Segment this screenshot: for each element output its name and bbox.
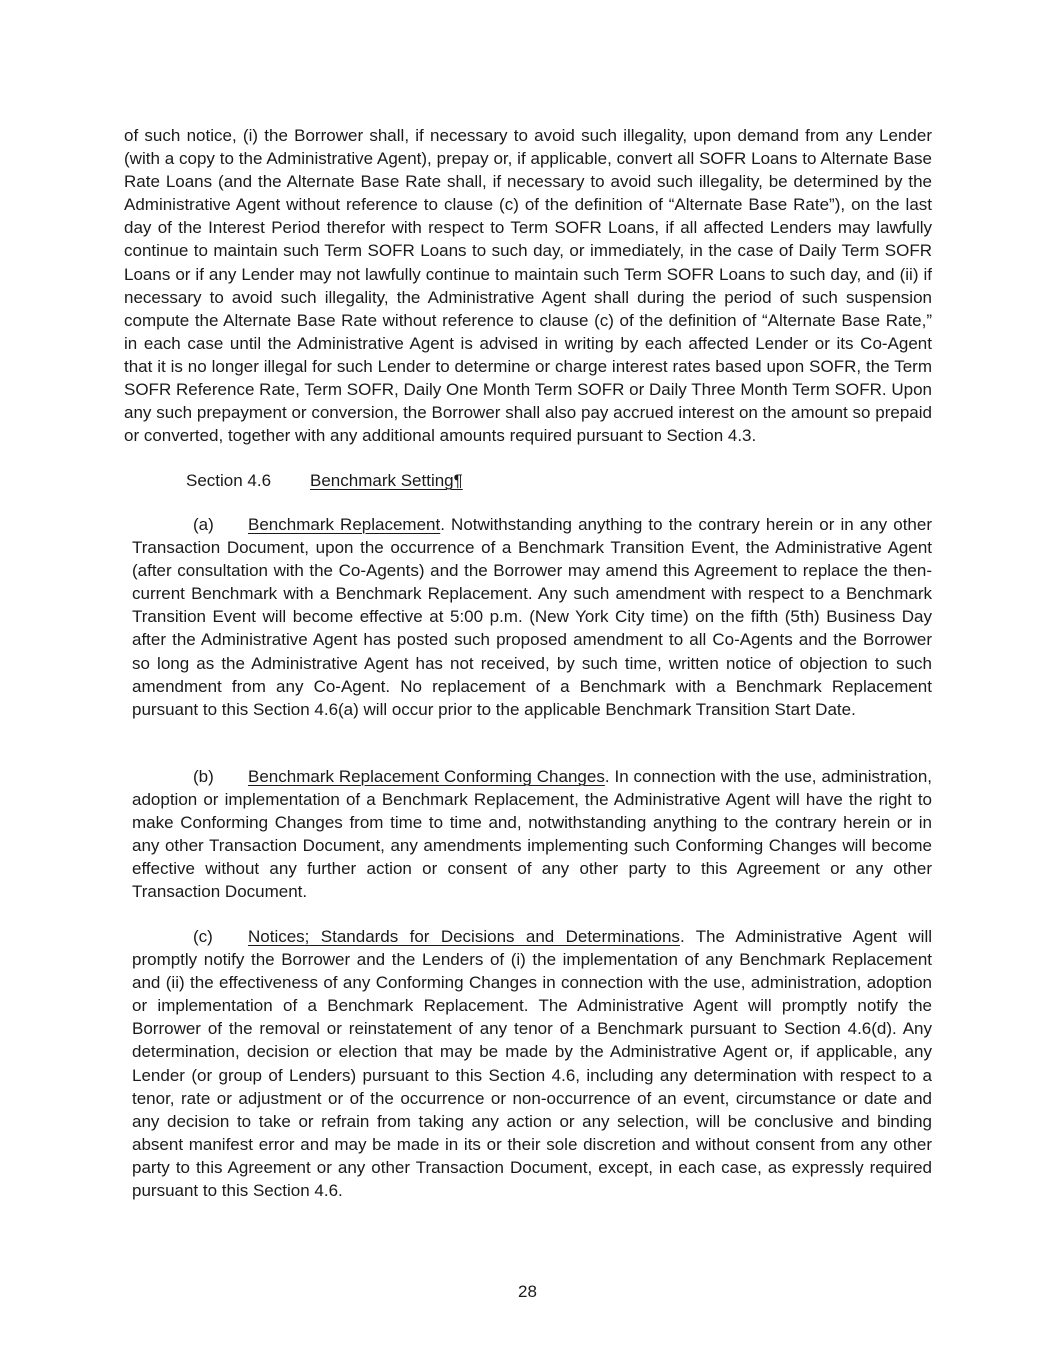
subsection-b (132, 765, 932, 904)
subsection-text: . In connection with the use, administration, adoption or implementation of a Benchmark Replacement, the Administrative Agent will have the right to make Conforming Changes from time to time and, notwithstanding anything to the contrary herein or in any other Transaction Document, any amendments implementing such Conforming Changes will become effective without any further action or consent of any other party to this Agreement or any other Transaction Document. (132, 767, 932, 902)
subsection-heading: Benchmark Replacement (248, 515, 441, 534)
subsection-text: . Notwithstanding anything to the contrary herein or in any other Transaction Document, upon the occurrence of a Benchmark Transition Event, the Administrative Agent (after consultation with the Co-Agents) and the Borrower may amend this Agreement to replace the then-current Benchmark with a Benchmark Replacement. Any such amendment with respect to a Benchmark Transition Event will become effective at 5:00 p.m. (New York City time) on the fifth (5th) Business Day after the Administrative Agent has posted such proposed amendment to all Co-Agents and the Borrower so long as the Administrative Agent has not received, by such time, written notice of objection to such amendment from any Co-Agent. No replacement of a Benchmark with a Benchmark Replacement pursuant to this Section 4.6(a) will occur prior to the applicable Benchmark Transition Start Date. (132, 515, 932, 719)
subsection-label: (b) (193, 767, 214, 786)
section-title: Benchmark Setting¶ (310, 471, 463, 490)
subsection-c (132, 925, 932, 1202)
subsection-a (132, 513, 932, 721)
subsection-heading: Notices; Standards for Decisions and Determinations (248, 927, 680, 946)
intro-paragraph: of such notice, (i) the Borrower shall, if necessary to avoid such illegality, upon demand from any Lender (with a copy to the Administrative Agent), prepay or, if applicable, convert all SOFR Loans to Alternate Base Rate Loans (and the Alternate Base Rate shall, if necessary to avoid such illegality, be determined by the Administrative Agent without reference to clause (c) of the definition of “Alternate Base Rate”), on the last day of the Interest Period therefor with respect to Term SOFR Loans, if all affected Lenders may lawfully continue to maintain such Term SOFR Loans to such day, or immediately, in the case of Daily Term SOFR Loans or if any Lender may not lawfully continue to maintain such Term SOFR Loans to such day, and (ii) if necessary to avoid such illegality, the Administrative Agent shall during the period of such suspension compute the Alternate Base Rate without reference to clause (c) of the definition of “Alternate Base Rate,” in each case until the Administrative Agent is advised in writing by each affected Lender or its Co-Agent that it is no longer illegal for such Lender to determine or charge interest rates based upon SOFR, the Term SOFR Reference Rate, Term SOFR, Daily One Month Term SOFR or Daily Three Month Term SOFR. Upon any such prepayment or conversion, the Borrower shall also pay accrued interest on the amount so prepaid or converted, together with any additional amounts required pursuant to Section 4.3. (124, 126, 932, 446)
subsection-heading: Benchmark Replacement Conforming Changes (248, 767, 605, 786)
subsection-label: (c) (193, 927, 213, 946)
subsection-text: . The Administrative Agent will promptly notify the Borrower and the Lenders of (i) the implementation of any Benchmark Replacement and (ii) the effectiveness of any Conforming Changes in connection with the use, administration, adoption or implementation of a Benchmark Replacement. The Administrative Agent will promptly notify the Borrower of the removal or reinstatement of any tenor of a Benchmark pursuant to Section 4.6(d). Any determination, decision or election that may be made by the Administrative Agent or, if applicable, any Lender (or group of Lenders) pursuant to this Section 4.6, including any determination with respect to a tenor, rate or adjustment or of the occurrence or non-occurrence of an event, circumstance or date and any decision to take or refrain from taking any action or any selection, will be conclusive and binding absent manifest error and may be made in its or their sole discretion and without consent from any other party to this Agreement or any other Transaction Document, except, in each case, as expressly required pursuant to this Section 4.6. (132, 927, 933, 1201)
section-number: Section 4.6 (186, 471, 272, 490)
section-heading (186, 469, 463, 492)
page-number: 28 (518, 1282, 537, 1301)
subsection-label: (a) (193, 515, 214, 534)
